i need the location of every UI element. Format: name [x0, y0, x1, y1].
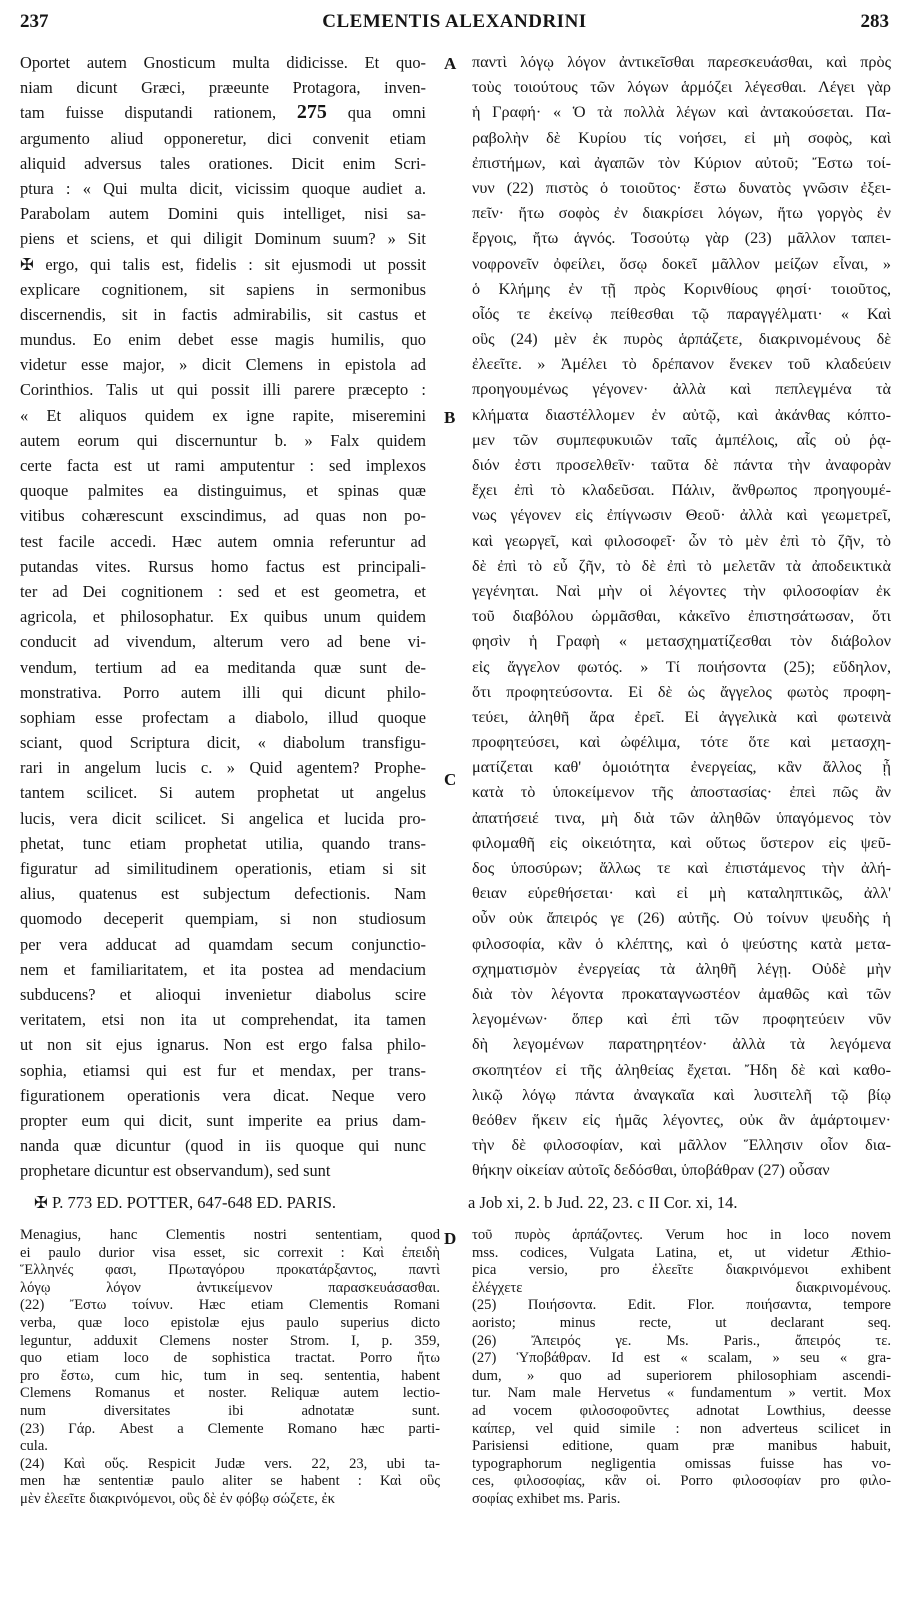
latin-text-line: lucis, vera dicit scilicet. Si angelica et lucida pro-: [20, 808, 426, 828]
greek-text-line: κλήματα διαστέλλομεν ἐν αὐτῷ, καὶ ἀκάνθας κόπτο-: [472, 405, 891, 424]
note-line: mss. codices, Vulgata Latina, et, ut videtur Æthio-: [472, 1244, 891, 1261]
greek-text-line: ἐπιστήμων, καὶ ἀγαπῶν τὸν Κύριον αὐτοῦ; Ἔστω τοί-: [472, 153, 891, 172]
latin-text-line: nem et familiaritatem, et ita postea ad mendacium: [20, 959, 426, 979]
latin-text-line: tantem scilicet. Si autem prophetat ut angelus: [20, 783, 426, 803]
latin-text-line: explicare cognitionem, sit sapiens in sermonibus: [20, 279, 426, 299]
greek-text-line: ὁ Κλήμης ἐν τῇ πρὸς Κορινθίους φησί· τοιοῦτος,: [472, 279, 891, 298]
greek-text-line: δὲ ἐπὶ τὸ εὖ ζῆν, τὸ δὲ ἐπὶ τὸ μελετᾶν τὰ ἀποδεικτικὰ: [472, 556, 891, 575]
latin-text-line: phetat, tunc etiam prophetat utilia, quando trans-: [20, 833, 426, 853]
note-line: verba, quæ loco epistolæ ejus paulo superius dicto: [20, 1314, 440, 1331]
latin-text-line: certe facta est ut rami amputentur : sed implexos: [20, 456, 426, 475]
greek-text-line: τοῦ διαβόλου ὡρμᾶσθαι, κἀκεῖνο ἐπιστησάτωσαν, ὅτι: [472, 607, 891, 626]
latin-text-line: putandas vites. Rursus homo factus est principali-: [20, 556, 426, 576]
latin-text-line: quoque palmites ea distinguimus, et spinas quæ: [20, 481, 426, 501]
latin-text-line: per vera adducat ad quamdam secum conjunctio-: [20, 934, 426, 954]
latin-text-line: conducit ad vivendum, alterum vero ad bene vi-: [20, 632, 426, 652]
greek-text-line: προφητεύσει, καὶ ὠφέλιμα, τότε ὅτε καὶ μετασχη-: [472, 733, 891, 752]
note-line: τοῦ πυρὸς ἁρπάζοντες. Verum hoc in loco novem: [472, 1227, 891, 1243]
page-title: CLEMENTIS ALEXANDRINI: [322, 11, 587, 32]
reference-line: [20, 1193, 891, 1219]
latin-text-line: prophetare dicuntur est observandum), sed sunt: [20, 1161, 331, 1181]
margin-letter-d: D: [444, 1229, 457, 1248]
note-line: quo etiam loco de sophistica tractat. Porro ἤτω: [20, 1350, 440, 1367]
latin-text-line: figuratur ad similitudinem operationis, etiam si sit: [20, 859, 426, 878]
note-line: pica versio, pro ἐλεεῖτε διακρινόμενοι exhibent: [472, 1262, 891, 1279]
greek-text-line: προηγουμένως γέγονεν· ἀλλὰ καὶ πεπλεγμένα τὰ: [472, 380, 891, 399]
latin-text-line: test facile accedi. Hæc autem omnia referuntur ad: [20, 531, 426, 551]
greek-text-line: θεόθεν ἥκειν εἰς ἡμᾶς λέγοντες, οὐκ ἂν ἁμάρτοιμεν·: [472, 1110, 891, 1129]
note-line: Ἕλληνές φασι, Πρωταγόρου προκατάρξαντος, παντὶ: [20, 1262, 440, 1279]
latin-text-line: discernendis, sit in factis admirabilis, sit castus et: [20, 304, 426, 324]
greek-text-line: ματίζεται καθ' ὁμοιότητα ἐνεργείας, κἂν ἄλλος ᾖ: [472, 758, 891, 777]
latin-text-line: alius, quatenus est subjectum defectionis. Nam: [20, 884, 426, 904]
margin-letter-b: B: [444, 408, 456, 427]
latin-text-line: Corinthios. Talis ut qui possit illi parere præcepto :: [20, 380, 426, 400]
greek-text-line: τὴν δὲ φιλοσοφίαν, καὶ μᾶλλον Ἕλλησιν οἷον δια-: [472, 1136, 891, 1155]
greek-text-line: γεγένηται. Ναὶ μὴν οἱ λέγοντες τὴν φιλοσοφίαν ἐκ: [472, 581, 891, 600]
greek-text-line: δος ὑποσύρων; ἄλλως τε καὶ ἐπιστάμενος τὴν ἀλή-: [472, 859, 891, 877]
note-line: (22) Ἔστω τοίνυν. Hæc etiam Clementis Romani: [20, 1297, 440, 1314]
note-line: tur. Nam male Hervetus « fundamentum » vertit. Mox: [472, 1385, 891, 1402]
note-line: καίπερ, vel quid simile : non adverteus scilicet in: [472, 1420, 891, 1437]
latin-text-line: ✠ ergo, qui talis est, fidelis : sit ejusmodi ut possit: [20, 254, 426, 274]
note-line: typographorum negligentia omissas fuisse has vo-: [472, 1455, 891, 1472]
latin-text-line: ptura : « Qui multa dicit, vicissim quoque audiet a.: [20, 178, 426, 198]
latin-text-line: sciant, quod Scriptura dicit, « diabolum transfigu-: [20, 733, 426, 753]
note-line: Menagius, hanc Clementis nostri sententiam, quod: [20, 1227, 440, 1243]
greek-text-line: δὴ λεγομένων παρατηρητέον· ἀλλὰ τὰ λεγόμενα: [472, 1035, 891, 1054]
greek-text-line: πεῖν· ἤτω σοφὸς ἐν διακρίσει λόγων, ἤτω γοργὸς ἐν: [472, 204, 891, 223]
greek-text-line: θήκην οἰκείαν αὐτοῖς δεδόσθαι, ὑποβάθραν (27) οὖσαν: [472, 1161, 830, 1180]
note-line: men hæ sententiæ paulo aliter se habent : Καὶ οὓς: [20, 1473, 440, 1490]
greek-text-line: ἔχει ἐπὶ τὸ κλαδεῦσαι. Πάλιν, ἄνθρωπος προηγουμέ-: [472, 481, 891, 500]
greek-text-line: οἷός τε ἐκείνῳ πείθεσθαι τῷ παραγγέλματι· « Καὶ: [472, 304, 891, 323]
note-line: σοφίας exhibet ms. Paris.: [472, 1490, 621, 1507]
latin-text-line: nanda quæ dicuntur (quod in iis quoque qui nunc: [20, 1136, 426, 1156]
note-line: ad vocem φιλοσοφοῦντες adnotat Lowthius, deesse: [472, 1402, 891, 1419]
greek-column: [472, 50, 891, 1183]
latin-text-line: figurationem operationis vera dicat. Neque vero: [20, 1085, 426, 1105]
latin-text-line: quomodo deceperit quempiam, si non studiosum: [20, 909, 426, 929]
greek-text-line: διόν ἐστι προσελθεῖν· ταῦτα δὲ πάντα τὴν ἀναφορὰν: [472, 456, 891, 474]
notes-left-column: [20, 1227, 440, 1509]
greek-text-line: οὓς (24) μὲν ἐκ πυρὸς ἁρπάζετε, διακρινομένους δὲ: [472, 330, 891, 349]
greek-text-line: νως γέγονεν εἰς ἐπίγνωσιν Θεοῦ· ἀλλὰ καὶ γεωμετρεῖ,: [472, 506, 891, 525]
greek-text-line: κατὰ τὸ ὑποκείμενον τῆς ἀποστασίας· ἐπεὶ πῶς ἂν: [472, 783, 891, 802]
note-line: (26) Ἄπειρός γε. Ms. Paris., ἄπειρός τε.: [472, 1332, 891, 1349]
margin-letter-c: C: [444, 770, 457, 789]
latin-text-line: rari in angelum lucis c. » Quid agentem? Prophe-: [20, 758, 426, 778]
latin-text-line: ter ad Dei cognitionem : sed et est geometra, et: [20, 581, 426, 601]
note-line: dum, » quo ad superiorem philosophiam ascendi-: [472, 1367, 891, 1384]
running-head: [20, 11, 889, 41]
latin-text-line: ut non sit ejus ignarus. Non est ergo falsa philo-: [20, 1035, 426, 1055]
note-line: ces, φιλοσοφίας, κἂν οἱ. Porro φιλοσοφίαν pro φιλο-: [472, 1473, 891, 1490]
greek-text-line: φιλοσοφία, κἂν ὁ κλέπτης, καὶ ὁ ψεύστης κατὰ μετα-: [472, 934, 891, 953]
latin-text-line: piens et sciens, et qui diligit Dominum suum? » Sit: [20, 229, 426, 249]
latin-text-line: vendum, tertium ad ea meditanda quæ sunt de-: [20, 657, 426, 677]
greek-text-line: παντὶ λόγῳ λόγον ἀντικεῖσθαι παρεσκευάσθαι, καὶ πρὸς: [472, 53, 891, 71]
greek-text-line: διὰ τὸν λέγοντα προκαταγνωστέον ἀμαθῶς καὶ τῶν: [472, 984, 891, 1003]
edition-reference: ✠ P. 773 ED. POTTER, 647-648 ED. PARIS.: [34, 1193, 336, 1212]
note-line: pro ἔστω, cum hic, tum in seq. sententia, habent: [20, 1367, 440, 1384]
greek-text-line: νοφρονεῖν ὀφείλει, ὅσῳ δοκεῖ μᾶλλον μείζων εἶναι, »: [472, 254, 891, 273]
latin-text-line: subducens? et alioqui invenietur diabolus scire: [20, 984, 426, 1004]
latin-text-line: propter eum qui dicit, sunt imperite ea prius dam-: [20, 1110, 426, 1130]
note-line: (24) Καὶ οὕς. Respicit Judæ vers. 22, 23, ubi ta-: [20, 1455, 440, 1472]
latin-text-line: tam fuisse disputandi rationem, 275 qua omni: [20, 101, 426, 124]
greek-text-line: θειαν εὑρεθήσεται· καὶ εἰ μὴ καταληπτικῶς, ἀλλ': [472, 884, 891, 903]
latin-text-line: « Et aliquos quidem ex igne rapite, miseremini: [20, 405, 426, 425]
latin-text-line: autem eorum qui discernuntur b. » Falx quidem: [20, 430, 426, 450]
greek-text-line: σκοπητέον εἰ τῆς ἀληθείας ἔχεται. Ἤδη δὲ καὶ καθο-: [472, 1060, 891, 1079]
note-line: ei paulo durior visa esset, sic correxit : Καὶ ἐπειδὴ: [20, 1244, 440, 1261]
greek-text-line: φιλομαθῆ εἰς οἰκειότητα, καὶ οὕτως ὕστερον εἰς ψεῦ-: [472, 833, 891, 852]
note-line: λόγῳ λόγον ἀντικείμενον παρασκευάσασθαι.: [20, 1279, 440, 1296]
greek-text-line: φησὶν ἡ Γραφὴ « μετασχηματίζεσθαι τὸν διάβολον: [472, 632, 891, 651]
latin-text-line: monstrativa. Porro autem illi qui dicunt philo-: [20, 682, 426, 702]
notes-right-column: [472, 1227, 891, 1509]
page-number-left: 237: [20, 11, 49, 32]
note-line: (23) Γάρ. Abest a Clemente Romano hæc parti-: [20, 1420, 440, 1437]
greek-text-line: ἐλεεῖτε. » Ἀμέλει τὸ δρέπανον ἕνεκεν τοῦ κλαδεύειν: [472, 355, 891, 374]
note-line: num diversitates ibi adnotatæ sunt.: [20, 1402, 440, 1419]
note-line: Clemens Romanus et noster. Reliquæ autem lectio-: [20, 1385, 440, 1402]
latin-column: [20, 50, 426, 1183]
scripture-footnotes: a Job xi, 2. b Jud. 22, 23. c II Cor. xi, 14.: [468, 1193, 738, 1212]
greek-text-line: καὶ γεωργεῖ, καὶ φιλοσοφεῖ· ὧν τὸ μὲν ἐπὶ τὸ ζῆν, τὸ: [472, 531, 891, 550]
greek-text-line: σχηματισμὸν ἐνεργείας τὰ ἀληθῆ λέγῃ. Οὐδὲ μὴν: [472, 959, 891, 978]
note-line: ἐλέγχετε διακρινομένους.: [472, 1279, 891, 1296]
latin-text-line: niam dicunt Græci, præeunte Protagora, inven-: [20, 78, 426, 98]
note-line: cula.: [20, 1438, 48, 1455]
greek-text-line: λεγομένων· ὅπερ καὶ ἐπὶ τῶν προφητεύειν νῦν: [472, 1010, 891, 1029]
latin-text-line: sophiam esse profectam a diabolo, illud quoque: [20, 707, 426, 727]
greek-text-line: ἡ Γραφή· « Ὁ τὰ πολλὰ λέγων καὶ ἀντακούσεται. Πα-: [472, 103, 891, 122]
greek-text-line: ἔργοις, ἤτω ἁγνός. Τοσούτῳ γὰρ (23) μᾶλλον ταπει-: [472, 229, 891, 248]
greek-text-line: ὅτι προφητεύσοντα. Εἰ δὲ ὡς ἄγγελος φωτὸς προφη-: [472, 682, 891, 701]
note-line: Parisiensi editione, quam præ manibus habuit,: [472, 1438, 891, 1455]
greek-text-line: τεύει, ἀληθῆ ἄρα ἐρεῖ. Εἰ ἀγγελικὰ καὶ φωτεινὰ: [472, 707, 891, 726]
note-line: (25) Ποιήσοντα. Edit. Flor. ποιήσαντα, tempore: [472, 1297, 891, 1314]
greek-text-line: τοὺς τοιούτους τῶν λόγων ἁρμόζει λέγεσθαι. Λέγει γὰρ: [472, 78, 891, 97]
greek-text-line: οὖν οὐκ ἄπειρός γε (26) αὐτῆς. Οὐ τοίνυν ψευδὴς ἡ: [472, 909, 891, 928]
latin-text-line: vitibus cohærescunt exscindimus, ad quas non po-: [20, 506, 426, 526]
latin-text-line: mundus. Eo enim debet esse magis humilis, quo: [20, 330, 426, 350]
greek-text-line: ἀπατήσειέ τινα, μὴ διὰ τῶν ἀληθῶν ὑπαγόμενος τὸν: [472, 808, 891, 827]
greek-text-line: μεν τῶν συμπεφυκυιῶν ταῖς ἀμπέλοις, αἷς οὐ ῥᾳ-: [472, 430, 891, 449]
greek-text-line: εἰς ἄγγελον φωτός. » Τί ποιήσοντα (25); εὔδηλον,: [472, 657, 891, 676]
note-line: (27) Ὑποβάθραν. Id est « scalam, » seu « gra-: [472, 1350, 891, 1367]
greek-text-line: νυν (22) πιστὸς ὁ τοιοῦτος· ἔστω δυνατὸς γνῶσιν ἐξει-: [472, 178, 891, 197]
note-line: leguntur, adduxit Clemens noster Strom. I, p. 359,: [20, 1332, 440, 1349]
margin-letter-a: A: [444, 54, 457, 73]
latin-text-line: Parabolam autem Domini quis intelliget, nisi sa-: [20, 204, 426, 224]
marginal-page-number: 275: [296, 101, 327, 124]
note-line: aoristo; minus recte, ut declarant seq.: [472, 1314, 891, 1331]
greek-text-line: λικῷ λόγῳ πάντα ἀναγκαῖα καὶ λυσιτελῆ τῷ βίῳ: [472, 1085, 891, 1104]
note-line: μὲν ἐλεεῖτε διακρινόμενοι, οὓς δὲ ἐν φόβῳ σώζετε, ἐκ: [20, 1490, 335, 1507]
latin-text-line: Oportet autem Gnosticum multa didicisse. Et quo-: [20, 53, 426, 72]
latin-text-line: agricola, et philosophatur. Ex quibus unum quidem: [20, 607, 426, 627]
latin-text-line: argumento aliud opponeretur, dici convenit etiam: [20, 128, 426, 148]
latin-text-line: veritatem, etsi non ita ut comprehendat, ita tamen: [20, 1010, 426, 1030]
greek-text-line: ραβολὴν δὲ Κυρίου τίς νοήσει, εἰ μὴ σοφὸς, καὶ: [472, 128, 891, 147]
page-number-right: 283: [860, 11, 889, 32]
latin-text-line: videtur esse major, » dicit Clemens in epistola ad: [20, 355, 426, 375]
latin-text-line: sophia, etiamsi qui est fur et mendax, per trans-: [20, 1060, 426, 1080]
latin-text-line: aliquid adversus tales orationes. Dicit enim Scri-: [20, 153, 426, 173]
